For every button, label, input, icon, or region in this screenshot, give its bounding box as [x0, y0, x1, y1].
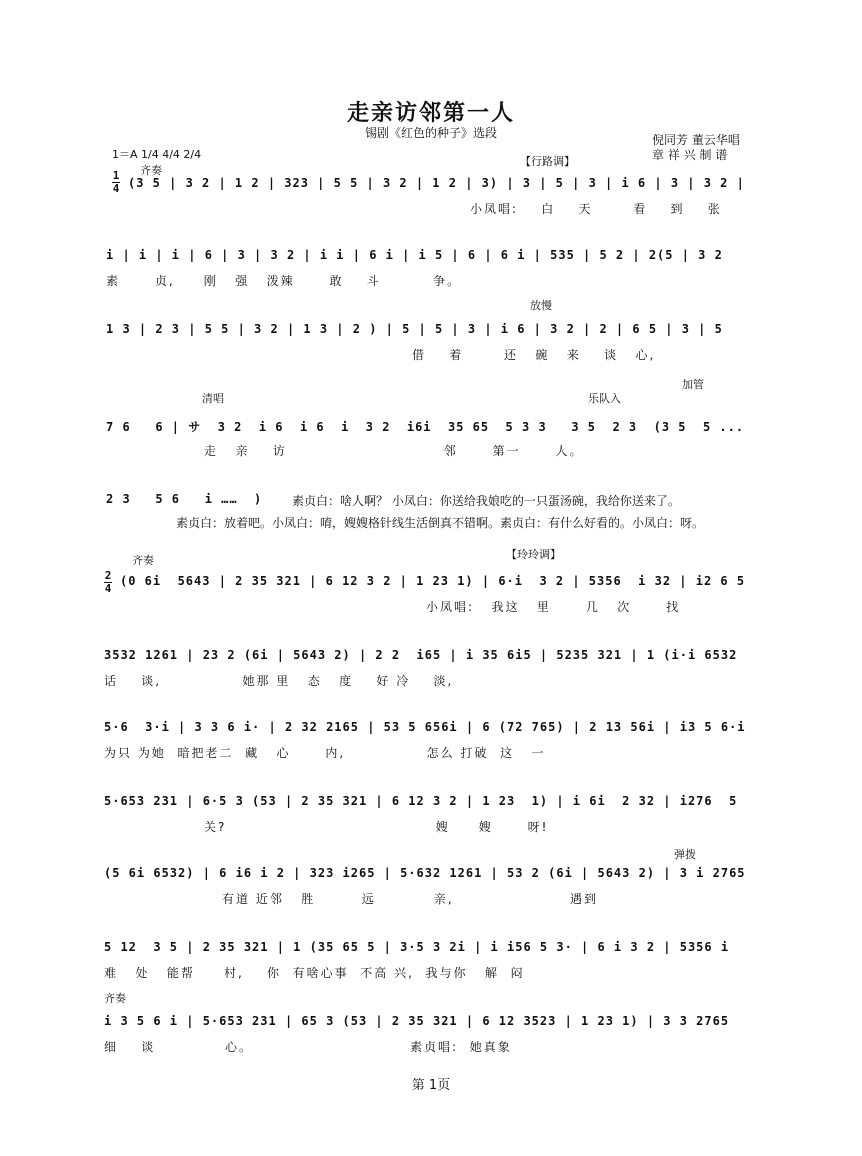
- system-9-notes: 5·653 231 | 6·5 3 (53 | 2 35 321 | 6 12 3 2 | 1 23 1) | i 6i 2 32 | i276 5: [104, 794, 738, 808]
- annotation-yuedui: 乐队入: [588, 392, 621, 405]
- time-signature-1-bottom: 4: [112, 182, 120, 195]
- system-7-lyrics: 话 谈, 她那 里 态 度 好 冷 淡,: [104, 674, 454, 688]
- system-8-notes: 5·6 3·i | 3 3 6 i· | 2 32 2165 | 53 5 656i | 6 (72 765) | 2 13 56i | i3 5 6·i: [104, 720, 746, 734]
- time-signature-1-top: 1: [112, 169, 120, 182]
- performers: 倪同芳 董云华唱: [652, 133, 740, 147]
- system-6-notes: (0 6i 5643 | 2 35 321 | 6 12 3 2 | 1 23 1) | 6·i 3 2 | 5356 i 32 | i2 6 5: [120, 574, 746, 588]
- time-signature-2: [104, 570, 112, 595]
- key-signature: 1＝A 1/4 4/4 2/4: [112, 148, 202, 161]
- system-3-lyrics: 借 着 还 碗 来 谈 心,: [412, 348, 656, 362]
- system-3-notes: 1 3 | 2 3 | 5 5 | 3 2 | 1 3 | 2 ) | 5 | 5 | 3 | i 6 | 3 2 | 2 | 6 5 | 3 | 5: [106, 322, 723, 336]
- system-2-lyrics: 素 贞, 刚 强 泼辣 敢 斗 争。: [106, 274, 462, 288]
- system-4-lyrics: 走 亲 访 邻 第一 人。: [204, 444, 584, 458]
- annotation-qizou-3: 齐奏: [104, 992, 126, 1005]
- annotation-jiaguan: 加管: [682, 378, 704, 391]
- annotation-qizou-1: 齐奏: [140, 164, 162, 177]
- system-8-lyrics: 为只 为她 暗把老二 藏 心 内, 怎么 打破 这 一: [104, 746, 546, 760]
- system-1-notes: (3 5 | 3 2 | 1 2 | 323 | 5 5 | 3 2 | 1 2 | 3) | 3 | 5 | 3 | i 6 | 3 | 3 2 |: [128, 176, 745, 190]
- annotation-xinglu: 【行路调】: [520, 155, 575, 168]
- credits: [652, 133, 740, 163]
- system-1-lyrics: 小凤唱: 白 天 看 到 张: [470, 202, 722, 216]
- system-4-notes: 7 6 6 | サ 3 2 i 6 i 6 i 3 2 i6i 35 65 5 3 3 3 5 2 3 (3 5 5 ...: [106, 420, 745, 434]
- time-signature-2-bottom: 4: [104, 582, 112, 595]
- system-12-notes: i 3 5 6 i | 5·653 231 | 65 3 (53 | 2 35 321 | 6 12 3523 | 1 23 1) | 3 3 2765: [104, 1014, 730, 1028]
- annotation-tanbo: 弹拨: [674, 848, 696, 861]
- system-6-lyrics: 小凤唱: 我这 里 几 次 找: [426, 600, 681, 614]
- time-signature-2-top: 2: [104, 569, 112, 582]
- annotation-linglingdiao: 【玲玲调】: [506, 548, 561, 561]
- time-signature-1: [112, 170, 120, 195]
- system-5-notes: 2 3 5 6 i …… ): [106, 492, 263, 506]
- system-2-notes: i | i | i | 6 | 3 | 3 2 | i i | 6 i | i 5 | 6 | 6 i | 535 | 5 2 | 2(5 | 3 2: [106, 248, 723, 262]
- annotation-qizou-2: 齐奏: [132, 554, 154, 567]
- system-9-lyrics: 关? 嫂 嫂 呀!: [204, 820, 549, 834]
- system-10-notes: (5 6i 6532) | 6 i6 i 2 | 323 i265 | 5·632 1261 | 53 2 (6i | 5643 2) | 3 i 2765: [104, 866, 746, 880]
- system-11-lyrics: 难 处 能帮 村, 你 有啥心事 不高 兴, 我与你 解 闷: [104, 966, 525, 980]
- annotation-fangman: 放慢: [530, 299, 552, 312]
- dialog-line-1: 素贞白：啥人啊？ 小凤白：你送给我娘吃的一只蛋汤碗，我给你送来了。: [292, 494, 680, 508]
- page-title: 走亲访邻第一人: [346, 101, 515, 126]
- system-10-lyrics: 有道 近邻 胜 远 亲, 遇到: [222, 892, 599, 906]
- dialog-line-2: 素贞白：放着吧。小凤白：唷，嫂嫂格针线生活倒真不错啊。素贞白：有什么好看的。小凤白：呀。: [176, 516, 705, 530]
- annotation-qingchang: 清唱: [202, 392, 224, 405]
- arranger: 章 祥 兴 制 谱: [652, 148, 728, 162]
- system-7-notes: 3532 1261 | 23 2 (6i | 5643 2) | 2 2 i65 | i 35 6i5 | 5235 321 | 1 (i·i 6532: [104, 648, 738, 662]
- page-number: 第 1页: [411, 1078, 451, 1093]
- system-12-lyrics: 细 谈 心。 素贞唱: 她真象: [104, 1040, 512, 1054]
- system-11-notes: 5 12 3 5 | 2 35 321 | 1 (35 65 5 | 3·5 3 2i | i i56 5 3· | 6 i 3 2 | 5356 i: [104, 940, 730, 954]
- page-subtitle: 锡剧《红色的种子》选段: [364, 126, 497, 140]
